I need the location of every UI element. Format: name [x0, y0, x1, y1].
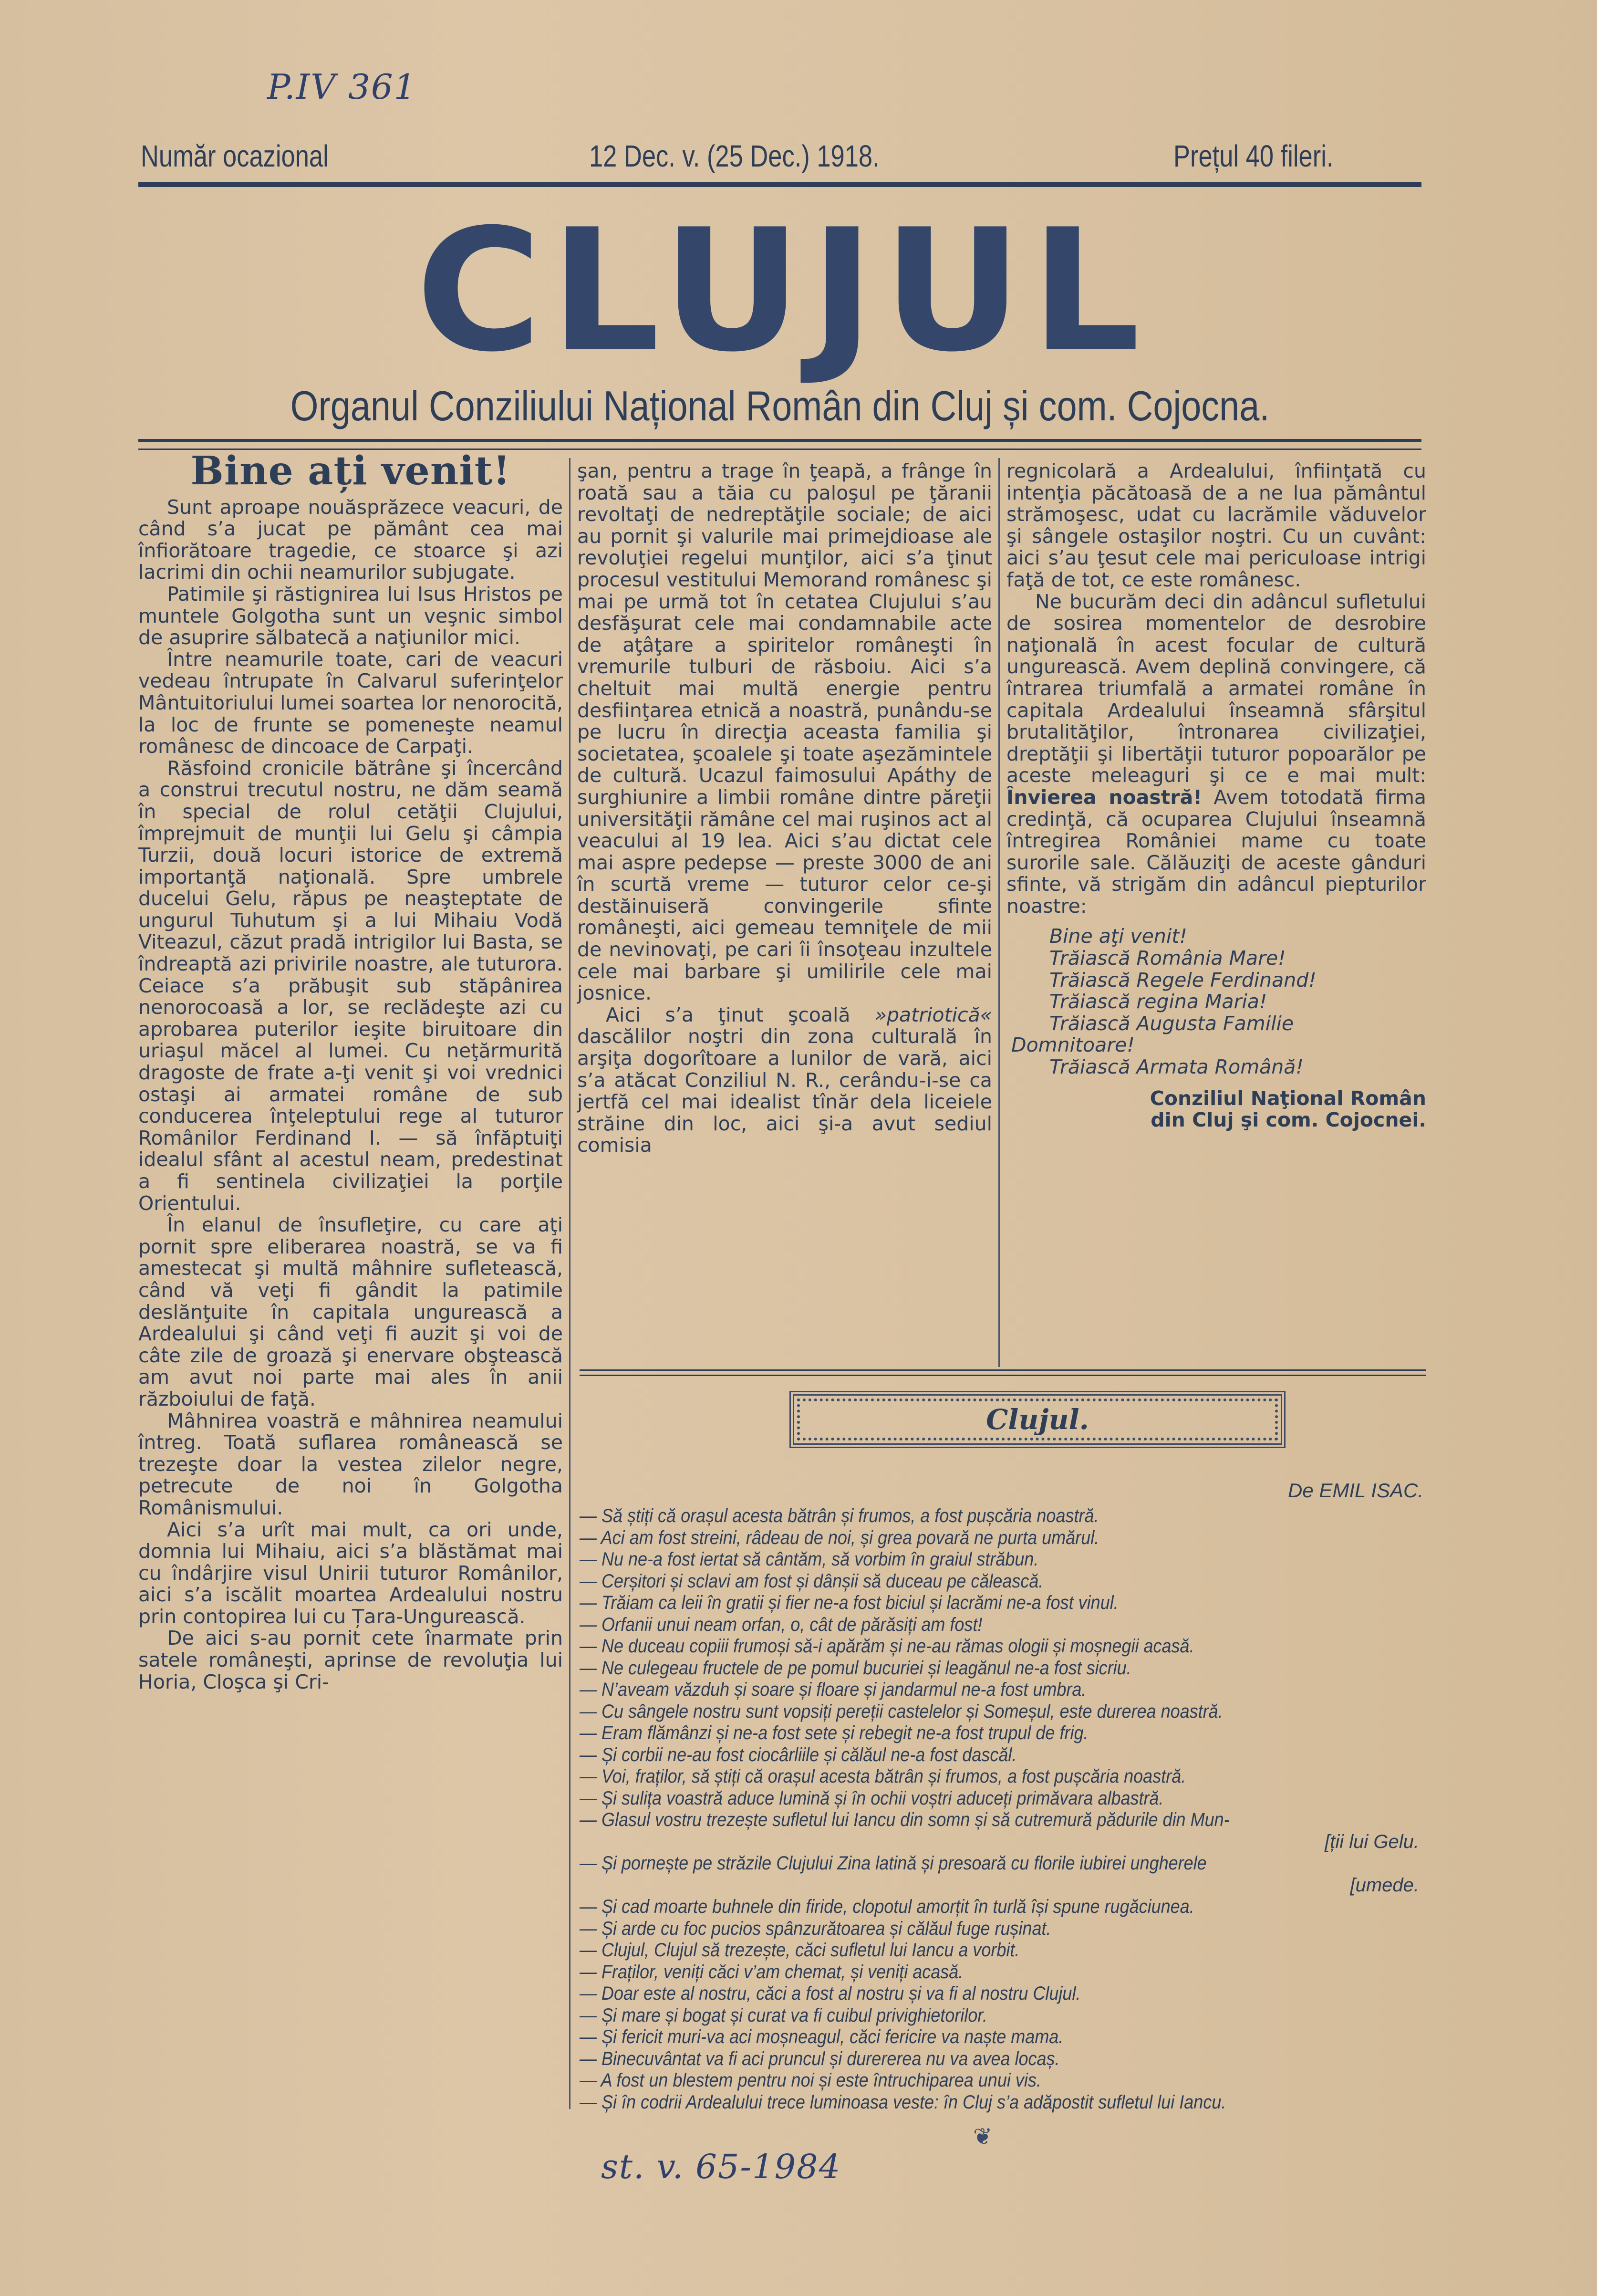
poem-line: — Și sulița voastră aduce lumină și în ochii voștri aduceți primăvara albastră. — [580, 1787, 1164, 1809]
poem-line: — Fraților, veniți căci v’am chemat, și veniți acasă. — [580, 1961, 964, 1983]
paragraph — [1006, 591, 1426, 918]
poem-line: — Cerșitori și sclavi am fost și dânșii să duceau pe călească. — [580, 1570, 1044, 1592]
poem-line: — Să știți că orașul acesta bătrân și frumos, a fost pușcăria noastră. — [580, 1505, 1099, 1526]
poem-line: — A fost un blestem pentru noi și este întruchiparea unui vis. — [580, 2070, 1041, 2091]
emphasis: »patriotică« — [874, 1003, 992, 1026]
text-run: Avem totodată firma credinţă, că ocuparea Clujului înseamnă întregirea României mame cu toate surorile sale. Călăuziţi de aceste gânduri sfinte, vă strigăm din adâncul piepturilor noastre: — [1006, 785, 1427, 918]
cheer: Domnitoare! — [1011, 1033, 1135, 1057]
poem-line: — Binecuvântat va fi aci pruncul și durererea nu va avea locaș. — [580, 2048, 1060, 2069]
poem-line: — Doar este al nostru, căci a fost al nostru și va fi al nostru Clujul. — [580, 1983, 1081, 2004]
paragraph: În elanul de însufleţire, cu care aţi pornit spre eliberarea noastră, se va fi amestecat şi multă mâhnire sufletească, când vă veţi fi gândit la patimile deslănţuite în capitala ungurească a Ardealului şi când veţi fi auzit şi voi de câte zile de groază şi enervare obştească am avut noi parte mai ales în anii războiului de faţă. — [138, 1213, 563, 1410]
masthead — [305, 193, 1259, 389]
poem-line: — Glasul vostru trezește sufletul lui Iancu din somn și să cutremură pădurile din Mun- — [580, 1809, 1230, 1830]
paragraph — [577, 1004, 992, 1157]
cheers-list — [1006, 926, 1426, 1078]
poem-rule — [580, 1369, 1426, 1376]
poem-line: — Eram flămânzi și ne-a fost sete și rebegit ne-a fost trupul de frig. — [580, 1722, 1089, 1743]
poem-title: Clujul. — [986, 1403, 1089, 1436]
paragraph: Sunt aproape nouăsprăzece veacuri, de când s’a jucat pe pământ cea mai înfiorătoare tragedie, ce stoarce şi azi lacrimi din ochii neamurilor subjugate. — [138, 495, 563, 584]
article-headline: Bine ați venit! — [190, 448, 511, 494]
poem-line: — Și mare și bogat și curat va fi cuibul privighietorilor. — [580, 2004, 987, 2026]
poem-body — [580, 1505, 1429, 2113]
poem-line: — N’aveam văzduh și soare și floare și jandarmul ne-a fost umbra. — [580, 1679, 1087, 1700]
poem-line: — Și fericit muri-va aci moșneagul, căci fericire va naște mama. — [580, 2026, 1064, 2047]
paragraph: Patimile şi răstignirea lui Isus Hristos pe muntele Golgotha sunt un veşnic simbol de asuprire sălbatecă a naţiunilor mici. — [138, 582, 563, 649]
paragraph: Răsfoind cronicile bătrâne şi încercând a construi trecutul nostru, ne dăm seamă în special de rolul cetăţii Clujului, împrejmuit de munţii lui Gelu şi câmpia Turzii, două locuri istorice de extremă importanţă naţională. Spre umbrele ducelui Gelu, răpus pe neaşteptate de ungurul Tuhutum şi a lui Mihaiu Vodă Viteazul, căzut pradă intrigilor lui Basta, se îndreaptă azi privirile noastre, ale tuturora. Ceiace s’a prăbuşit sub stăpânirea nenorocoasă a lor, se reclădeşte azi cu aprobarea puterilor ieşite biruitoare din uriaşul măcel al lumei. Cu neţărmurită dragoste de frate a-ţi venit şi voi vrednici ostaşi ai armatei române de sub conducerea înţeleptului rege al tuturor Românilor Ferdinand I. — să înfăptuiţi idealul sfânt al acestul neam, predestinat a fi sentinela civilizaţiei la porţile Orientului. — [138, 756, 563, 1215]
cheer: Bine aţi venit! — [1049, 925, 1187, 948]
poem-line-continuation: [ții lui Gelu. — [1325, 1831, 1419, 1852]
poem-line: — Și arde cu foc pucios spânzurătoarea și călăul fuge rușinat. — [580, 1918, 1051, 1939]
poem-author: De EMIL ISAC. — [1288, 1479, 1423, 1502]
cheer: Trăiască Regele Ferdinand! — [1049, 968, 1317, 991]
signature-line: din Cluj şi com. Cojocnei. — [1151, 1108, 1426, 1132]
masthead-subtitle: Organul Conziliului Național Român din Cluj și com. Cojocna. — [290, 382, 1270, 429]
poem-line: — Ne duceau copiii frumoși să-i apărăm și ne-au rămas ologii și moșnegii acasă. — [580, 1636, 1194, 1657]
handwritten-call-number: P.IV 361 — [267, 67, 417, 107]
issue-type: Număr ocazional — [141, 139, 329, 173]
masthead-title: CLUJUL — [415, 193, 1149, 389]
article-column-3 — [1006, 460, 1426, 1131]
paragraph: Între neamurile toate, cari de veacuri vedeau întrupate în Calvarul suferinţelor Mântuitoriului lumei soartea lor nenorocită, la loc de frunte se pomeneşte neamul românesc de dincoace de Carpaţi. — [138, 647, 563, 758]
poem-line: — Ne culegeau fructele de pe pomul bucuriei și leagănul ne-a fost sicriu. — [580, 1657, 1131, 1679]
poem-line: — Trăiam ca leii în gratii și fier ne-a fost biciul și lacrămi ne-a fost vinul. — [580, 1592, 1119, 1613]
text-run: dascălilor noştri din zona culturală în arşiţa dogorîtoare a lunilor de vară, aici s’a atăcat Conziliul N. R., cerându-i-se ca jertfă cel mai idealist tînăr dela liceiele străine din loc, aici şi-a avut sediul comisia — [577, 1025, 992, 1157]
paragraph: şan, pentru a trage în ţeapă, a frânge în roată sau a tăia cu paloşul pe ţăranii revoltaţi de nedreptăţile sociale; de aici au pornit şi valurile mai primejdioase ale revoluţiei regelui munţilor, aici s’a ţinut procesul vestitului Memorand românesc şi mai pe urmă tot în cetatea Clujului s’au desfăşurat cele mai condamnabile acte de aţâţare a spiritelor româneşti în vremurile tulburi de răsboiu. Aici s’a cheltuit mai multă energie pentru desfiinţarea etnică a noastră, punându-se pe lucru în direcţia aceasta familia şi societatea, şcoalele şi toate aşezămintele de cultură. Ucazul faimosului Apáthy de surghiunire a limbii române dintre păreţii universităţii rămâne cel mai ruşinos act al veacului al 19 lea. Aici s’au dictat cele mai aspre pedepse — preste 3000 de ani în scurtă vreme — tuturor celor ce-şi destăinuiseră convingerile sfinte româneşti, aici gemeau temniţele de mii de nevinovaţi, pe cari îi însoţeau inzultele cele mai barbare şi umilirile cele mai josnice. — [577, 459, 992, 1005]
poem-line: — Cu sângele nostru sunt vopsiți pereții castelelor și Someșul, este durerea noastră. — [580, 1701, 1223, 1722]
poem-line: — Și în codrii Ardealului trece luminoasa veste: în Cluj s’a adăpostit sufletul lui Iancu. — [580, 2091, 1226, 2113]
signature — [1006, 1088, 1426, 1131]
poem-line: — Și corbii ne-au fost ciocârliile și călăul ne-a fost dascăl. — [580, 1744, 1017, 1765]
article-column-1 — [138, 448, 563, 1693]
poem-line: — Nu ne-a fost iertat să cântăm, să vorbim în graiul străbun. — [580, 1549, 1039, 1570]
poem-line: — Clujul, Clujul să trezește, căci sufletul lui Iancu a vorbit. — [580, 1940, 1020, 1961]
handwritten-accession-number: st. v. 65-1984 — [601, 2147, 841, 2186]
bold-text: Învierea noastră! — [1006, 785, 1202, 809]
paragraph: Aici s’a urît mai mult, ca ori unde, domnia lui Mihaiu, aici s’a blăstămat mai cu îndârjire visul Unirii tuturor Românilor, aici s’a iscălit moartea Ardealului nostru prin contopirea lui cu Țara-Ungurească. — [138, 1518, 563, 1628]
paragraph: Mâhnirea voastră e mâhnirea neamului întreg. Toată suflarea românească se trezeşte doar la vestea zilelor negre, petrecute de noi în Golgotha Românismului. — [138, 1409, 563, 1519]
poem-line: — Aci am fost streini, râdeau de noi, și grea povară ne purta umărul. — [580, 1527, 1099, 1548]
text-run: Aici s’a ţinut şcoală — [606, 1003, 875, 1026]
issue-date: 12 Dec. v. (25 Dec.) 1918. — [589, 139, 880, 173]
floral-ornament-icon: ❦ — [973, 2123, 993, 2150]
text-run: Ne bucurăm deci din adâncul sufletului de sosirea momentelor de desrobire naţională în acest focular de cultură ungurească. Avem deplină convingere, că întrarea triumfală a armatei române în capitala Ardealului înseamnă sfârşitul brutalităţilor, întronarea civilizaţiei, dreptăţii şi libertăţii tuturor popoarălor pe aceste meleaguri şi ce e mai mult: — [1006, 590, 1426, 787]
poem-line: — Și pornește pe străzile Clujului Zina latină și presoară cu florile iubirei ungherele — [580, 1853, 1207, 1874]
poem-title-frame — [789, 1391, 1286, 1448]
column-divider — [569, 458, 570, 2109]
cheer: Trăiască România Mare! — [1049, 947, 1286, 970]
cheer: Trăiască Armata Română! — [1049, 1055, 1304, 1079]
signature-line: Conziliul Naţional Român — [1150, 1086, 1426, 1110]
column-divider — [998, 458, 1000, 1367]
cheer: Trăiască Augusta Familie — [1049, 1012, 1294, 1035]
poem-line: — Orfanii unui neam orfan, o, cât de părăsiți am fost! — [580, 1614, 983, 1635]
poem-line: — Voi, fraților, să știți că orașul acesta bătrân și frumos, a fost pușcăria noastră. — [580, 1766, 1186, 1787]
cheer: Trăiască regina Maria! — [1049, 990, 1267, 1013]
header-rule — [138, 182, 1421, 187]
issue-price: Prețul 40 fileri. — [1173, 139, 1334, 173]
paragraph: regnicolară a Ardealului, înfiinţată cu intenţia păcătoasă de a ne lua pământul strămoşesc, udat cu lacrămile văduvelor şi sângele ostaşilor noştri. Cu un cuvânt: aici s’au ţesut cele mai periculoase intrigi faţă de tot, ce este românesc. — [1006, 459, 1426, 591]
poem-line-continuation: [umede. — [1350, 1874, 1419, 1896]
poem-line: — Și cad moarte buhnele din firide, clopotul amorțit în turlă își spune rugăciunea. — [580, 1896, 1194, 1917]
paragraph: De aici s-au pornit cete înarmate prin satele româneşti, aprinse de revoluţia lui Horia, Cloşca şi Cri- — [138, 1627, 563, 1693]
article-column-2 — [577, 460, 992, 1157]
